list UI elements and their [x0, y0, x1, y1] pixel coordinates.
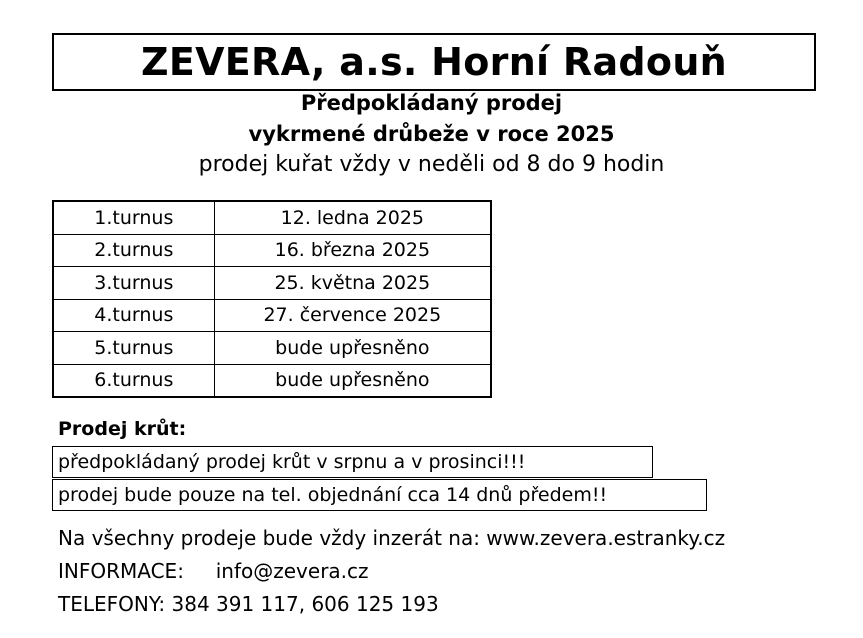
- sales-schedule-table: [52, 200, 492, 398]
- turn-cell: 1.turnus: [53, 201, 214, 234]
- date-cell: bude upřesněno: [214, 332, 491, 365]
- turkey-note-2: prodej bude pouze na tel. objednání cca 14 dnů předem!!: [58, 484, 608, 506]
- date-cell: 27. července 2025: [214, 299, 491, 332]
- info-label: INFORMACE:: [58, 559, 184, 583]
- turkey-note-1: předpokládaný prodej krůt v srpnu a v prosinci!!!: [58, 451, 526, 473]
- table-row: [53, 332, 491, 365]
- table-row: [53, 201, 491, 234]
- contact-info-line: [58, 559, 369, 583]
- date-cell: bude upřesněno: [214, 364, 491, 397]
- turn-cell: 3.turnus: [53, 267, 214, 300]
- page-title: ZEVERA, a.s. Horní Radouň: [140, 40, 728, 84]
- info-email: info@zevera.cz: [215, 559, 369, 583]
- date-cell: 16. března 2025: [214, 234, 491, 267]
- date-cell: 25. května 2025: [214, 267, 491, 300]
- page-title-box: [52, 33, 816, 91]
- table-row: [53, 299, 491, 332]
- turkey-sales-heading: Prodej krůt:: [58, 418, 187, 440]
- date-cell: 12. ledna 2025: [214, 201, 491, 234]
- turkey-note-box-2: [52, 479, 707, 511]
- turn-cell: 5.turnus: [53, 332, 214, 365]
- turn-cell: 2.turnus: [53, 234, 214, 267]
- table-row: [53, 267, 491, 300]
- turn-cell: 6.turnus: [53, 364, 214, 397]
- phones-line: TELEFONY: 384 391 117, 606 125 193: [58, 592, 439, 616]
- table-row: [53, 364, 491, 397]
- ads-info-line: Na všechny prodeje bude vždy inzerát na: www.zevera.estranky.cz: [58, 526, 726, 550]
- subtitle-line-3: prodej kuřat vždy v neděli od 8 do 9 hodin: [198, 152, 665, 177]
- turn-cell: 4.turnus: [53, 299, 214, 332]
- turkey-note-box-1: [52, 446, 653, 478]
- table-row: [53, 234, 491, 267]
- subtitle-line-2: vykrmené drůbeže v roce 2025: [248, 122, 615, 146]
- subtitle-line-1: Předpokládaný prodej: [300, 91, 563, 115]
